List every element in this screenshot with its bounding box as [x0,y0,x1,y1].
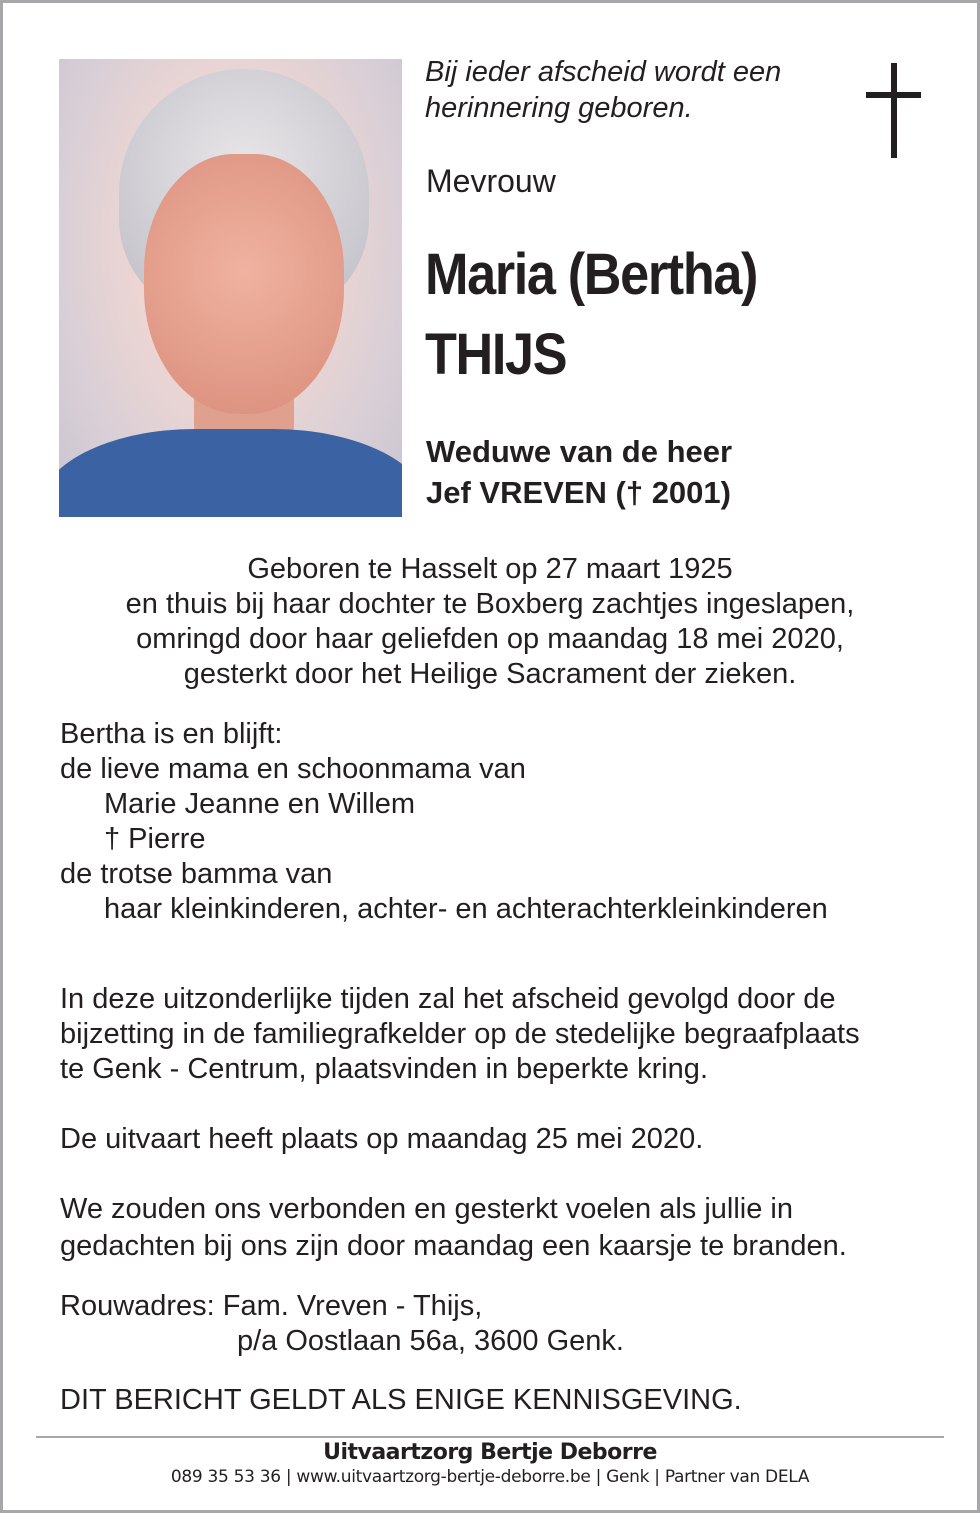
portrait-photo [59,59,402,517]
widow-line-1: Weduwe van de heer [426,434,733,469]
footer-divider [36,1436,944,1438]
family-line: de trotse bamma van [60,858,333,890]
address-line-2: p/a Oostlaan 56a, 3600 Genk. [237,1325,624,1357]
birth-line: Geboren te Hasselt op 27 maart 1925 [247,553,733,585]
widow-line-2: Jef VREVEN († 2001) [426,475,731,510]
burial-line: te Genk - Centrum, plaatsvinden in beperkte kring. [60,1053,708,1085]
burial-line: bijzetting in de familiegrafkelder op de stedelijke begraafplaats [60,1018,860,1050]
family-line: de lieve mama en schoonmama van [60,753,526,785]
footer-company: Uitvaartzorg Bertje Deborre [323,1440,657,1465]
family-line: Bertha is en blijft: [60,718,283,750]
address-line-1: Rouwadres: Fam. Vreven - Thijs, [60,1290,483,1322]
birth-line: omringd door haar geliefden op maandag 18 mei 2020, [136,623,844,655]
footer-contact: 089 35 53 36 | www.uitvaartzorg-bertje-deborre.be | Genk | Partner van DELA [170,1467,810,1487]
name-last: THIJS [425,322,567,387]
name-first: Maria (Bertha) [425,242,758,307]
family-line: Marie Jeanne en Willem [104,788,416,820]
notice: DIT BERICHT GELDT ALS ENIGE KENNISGEVING. [60,1384,742,1416]
title: Mevrouw [426,163,556,199]
family-line: † Pierre [104,823,206,855]
burial-line: In deze uitzonderlijke tijden zal het afscheid gevolgd door de [60,983,836,1015]
quote: Bij ieder afscheid wordt een herinnering geboren. [425,56,782,124]
birth-line: en thuis bij haar dochter te Boxberg zachtjes ingeslapen, [125,588,855,620]
candle-line: gedachten bij ons zijn door maandag een kaarsje te branden. [60,1230,847,1262]
candle-line: We zouden ons verbonden en gesterkt voelen als jullie in [60,1193,793,1225]
family-line: haar kleinkinderen, achter- en achterachterkleinkinderen [104,893,828,925]
birth-line: gesterkt door het Heilige Sacrament der zieken. [183,658,797,690]
funeral-date: De uitvaart heeft plaats op maandag 25 mei 2020. [60,1123,704,1155]
